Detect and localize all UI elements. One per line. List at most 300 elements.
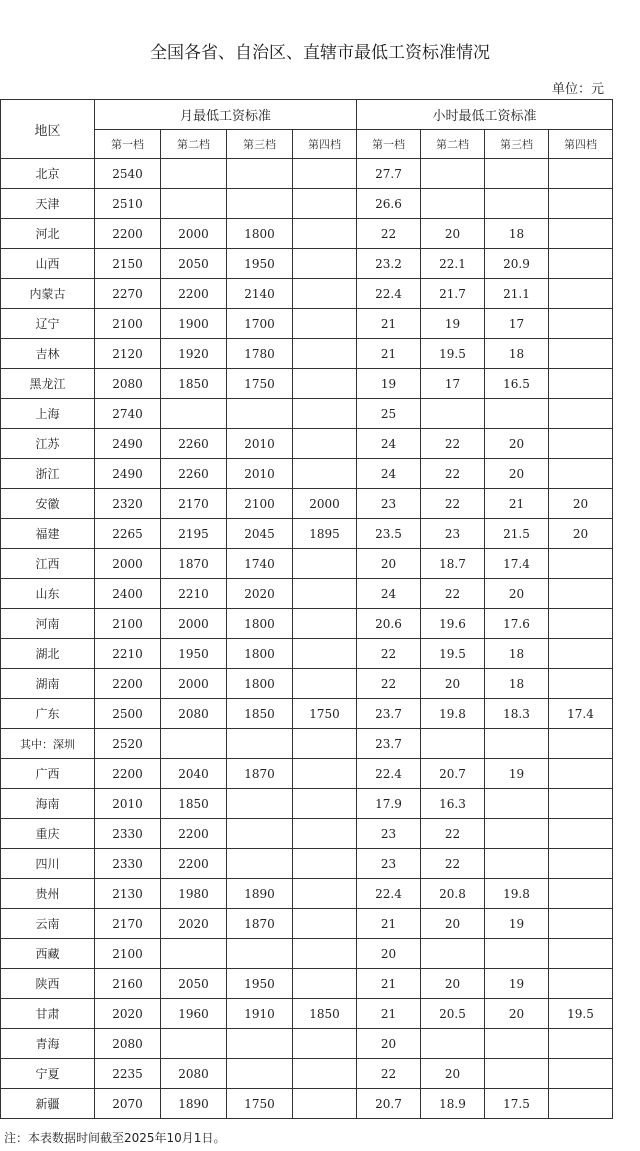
monthly-tier-2-cell — [161, 159, 227, 189]
table-row — [1, 369, 613, 399]
hourly-tier-1-cell: 24 — [357, 429, 421, 459]
hourly-tier-1-cell: 20 — [357, 939, 421, 969]
hourly-tier-1-cell: 23.7 — [357, 699, 421, 729]
monthly-tier-4-cell — [293, 969, 357, 999]
hourly-tier-4-cell: 20 — [549, 519, 613, 549]
hourly-tier-2-cell: 22 — [421, 849, 485, 879]
hourly-tier-3-cell: 17.5 — [485, 1089, 549, 1119]
hourly-tier-1-cell: 22.4 — [357, 759, 421, 789]
region-cell: 重庆 — [1, 819, 95, 849]
monthly-tier-1-cell: 2070 — [95, 1089, 161, 1119]
monthly-tier-1-cell: 2510 — [95, 189, 161, 219]
monthly-tier-4-cell — [293, 879, 357, 909]
monthly-tier-1-cell: 2330 — [95, 849, 161, 879]
hourly-tier-4-cell — [549, 249, 613, 279]
hourly-tier-2-cell: 22 — [421, 429, 485, 459]
table-body — [1, 159, 613, 1119]
monthly-tier-3-cell — [227, 399, 293, 429]
hourly-tier-4-cell — [549, 789, 613, 819]
monthly-tier-2-cell: 2040 — [161, 759, 227, 789]
monthly-tier-1-cell: 2210 — [95, 639, 161, 669]
monthly-tier-1-cell: 2490 — [95, 429, 161, 459]
monthly-tier-1-cell: 2500 — [95, 699, 161, 729]
monthly-tier-1-cell: 2265 — [95, 519, 161, 549]
hourly-tier-1-cell: 22 — [357, 669, 421, 699]
monthly-tier-3-cell — [227, 189, 293, 219]
hourly-tier-2-cell: 19 — [421, 309, 485, 339]
table-row — [1, 159, 613, 189]
hourly-tier-2-cell: 20 — [421, 669, 485, 699]
hourly-tier-1-cell: 21 — [357, 309, 421, 339]
table-row — [1, 969, 613, 999]
hourly-tier-2-cell — [421, 399, 485, 429]
monthly-tier-1-cell: 2010 — [95, 789, 161, 819]
monthly-tier-2-cell — [161, 729, 227, 759]
hourly-tier-3-cell: 19 — [485, 969, 549, 999]
hourly-tier-3-cell — [485, 729, 549, 759]
table-row — [1, 639, 613, 669]
hourly-tier-4-cell — [549, 189, 613, 219]
hourly-tier-4-cell: 19.5 — [549, 999, 613, 1029]
hourly-tier-4-cell — [549, 1029, 613, 1059]
table-row — [1, 489, 613, 519]
hourly-tier-3-cell: 21.1 — [485, 279, 549, 309]
hourly-tier-3-cell: 20 — [485, 459, 549, 489]
region-cell: 新疆 — [1, 1089, 95, 1119]
region-cell: 贵州 — [1, 879, 95, 909]
monthly-tier-4-cell — [293, 429, 357, 459]
hourly-tier-2-cell — [421, 1029, 485, 1059]
hourly-tier-3-cell — [485, 939, 549, 969]
hourly-tier-4-cell — [549, 759, 613, 789]
table-row — [1, 1089, 613, 1119]
monthly-tier-2-cell — [161, 939, 227, 969]
monthly-tier-1-cell: 2020 — [95, 999, 161, 1029]
monthly-tier-4-cell — [293, 1029, 357, 1059]
hourly-tier-2-cell: 20.7 — [421, 759, 485, 789]
monthly-tier-4-cell — [293, 249, 357, 279]
monthly-tier-4-cell — [293, 939, 357, 969]
region-cell: 吉林 — [1, 339, 95, 369]
hourly-tier-1-cell: 23.5 — [357, 519, 421, 549]
hourly-tier-4-cell: 17.4 — [549, 699, 613, 729]
hourly-tier-4-cell — [549, 579, 613, 609]
monthly-tier-4-cell — [293, 399, 357, 429]
table-row — [1, 699, 613, 729]
region-cell: 陕西 — [1, 969, 95, 999]
monthly-tier-3-cell: 2100 — [227, 489, 293, 519]
hourly-tier-2-cell: 19.6 — [421, 609, 485, 639]
hourly-tier-1-cell: 20.7 — [357, 1089, 421, 1119]
monthly-tier-4-cell: 1895 — [293, 519, 357, 549]
table-row — [1, 669, 613, 699]
region-cell: 浙江 — [1, 459, 95, 489]
monthly-tier-2-cell: 1960 — [161, 999, 227, 1029]
footnote: 注：本表数据时间截至2025年10月1日。 — [4, 1131, 226, 1145]
region-cell: 江苏 — [1, 429, 95, 459]
region-cell: 山西 — [1, 249, 95, 279]
region-cell: 福建 — [1, 519, 95, 549]
hourly-tier-1-cell: 24 — [357, 579, 421, 609]
monthly-tier-4-cell — [293, 369, 357, 399]
monthly-tier-4-cell — [293, 219, 357, 249]
monthly-tier-1-cell: 2170 — [95, 909, 161, 939]
monthly-tier-3-cell — [227, 159, 293, 189]
hourly-tier-2-cell — [421, 159, 485, 189]
monthly-tier-2-cell: 2000 — [161, 669, 227, 699]
hourly-tier-4-cell — [549, 969, 613, 999]
hourly-tier-1-cell: 22 — [357, 219, 421, 249]
hourly-tier-4-cell — [549, 219, 613, 249]
hourly-tier-1-cell: 22.4 — [357, 279, 421, 309]
monthly-tier-4-cell — [293, 159, 357, 189]
monthly-tier-3-cell: 1800 — [227, 639, 293, 669]
table-row — [1, 219, 613, 249]
header-hourly-tier-2: 第二档 — [421, 130, 485, 159]
table-row — [1, 939, 613, 969]
monthly-tier-3-cell: 1950 — [227, 969, 293, 999]
table-row — [1, 339, 613, 369]
hourly-tier-4-cell — [549, 1089, 613, 1119]
monthly-tier-4-cell — [293, 309, 357, 339]
monthly-tier-2-cell: 2000 — [161, 219, 227, 249]
monthly-tier-4-cell — [293, 609, 357, 639]
monthly-tier-3-cell: 1740 — [227, 549, 293, 579]
hourly-tier-1-cell: 24 — [357, 459, 421, 489]
monthly-tier-3-cell — [227, 1059, 293, 1089]
hourly-tier-1-cell: 23.2 — [357, 249, 421, 279]
monthly-tier-3-cell — [227, 789, 293, 819]
hourly-tier-4-cell — [549, 549, 613, 579]
monthly-tier-3-cell: 1950 — [227, 249, 293, 279]
hourly-tier-3-cell: 17.6 — [485, 609, 549, 639]
hourly-tier-2-cell — [421, 939, 485, 969]
monthly-tier-2-cell: 1920 — [161, 339, 227, 369]
hourly-tier-2-cell: 23 — [421, 519, 485, 549]
monthly-tier-2-cell: 1950 — [161, 639, 227, 669]
hourly-tier-3-cell: 19 — [485, 909, 549, 939]
hourly-tier-3-cell: 17.4 — [485, 549, 549, 579]
monthly-tier-2-cell: 2195 — [161, 519, 227, 549]
wage-table — [0, 99, 613, 1119]
hourly-tier-2-cell: 22 — [421, 489, 485, 519]
monthly-tier-1-cell: 2320 — [95, 489, 161, 519]
header-monthly-tier-2: 第二档 — [161, 130, 227, 159]
header-hourly-tier-4: 第四档 — [549, 130, 613, 159]
hourly-tier-3-cell: 17 — [485, 309, 549, 339]
region-cell: 上海 — [1, 399, 95, 429]
hourly-tier-3-cell — [485, 819, 549, 849]
monthly-tier-4-cell: 2000 — [293, 489, 357, 519]
table-row — [1, 879, 613, 909]
hourly-tier-3-cell — [485, 1029, 549, 1059]
hourly-tier-2-cell: 18.7 — [421, 549, 485, 579]
monthly-tier-4-cell — [293, 909, 357, 939]
monthly-tier-4-cell — [293, 819, 357, 849]
hourly-tier-3-cell: 21.5 — [485, 519, 549, 549]
region-cell: 黑龙江 — [1, 369, 95, 399]
table-row — [1, 1059, 613, 1089]
monthly-tier-1-cell: 2100 — [95, 609, 161, 639]
monthly-tier-3-cell: 1870 — [227, 759, 293, 789]
table-row — [1, 609, 613, 639]
monthly-tier-1-cell: 2080 — [95, 369, 161, 399]
monthly-tier-4-cell — [293, 339, 357, 369]
monthly-tier-4-cell — [293, 789, 357, 819]
table-row — [1, 279, 613, 309]
hourly-tier-4-cell — [549, 1059, 613, 1089]
table-row — [1, 309, 613, 339]
table-row — [1, 819, 613, 849]
region-cell: 广东 — [1, 699, 95, 729]
hourly-tier-4-cell — [549, 849, 613, 879]
hourly-tier-4-cell: 20 — [549, 489, 613, 519]
hourly-tier-1-cell: 22 — [357, 1059, 421, 1089]
monthly-tier-3-cell: 2010 — [227, 429, 293, 459]
header-monthly-tier-4: 第四档 — [293, 130, 357, 159]
monthly-tier-3-cell: 1750 — [227, 1089, 293, 1119]
hourly-tier-1-cell: 22.4 — [357, 879, 421, 909]
monthly-tier-4-cell — [293, 1089, 357, 1119]
region-cell: 湖南 — [1, 669, 95, 699]
monthly-tier-3-cell: 2020 — [227, 579, 293, 609]
region-cell: 宁夏 — [1, 1059, 95, 1089]
hourly-tier-4-cell — [549, 279, 613, 309]
header-monthly-tier-1: 第一档 — [95, 130, 161, 159]
hourly-tier-2-cell: 19.5 — [421, 639, 485, 669]
hourly-tier-3-cell: 19.8 — [485, 879, 549, 909]
region-cell: 其中：深圳 — [1, 729, 95, 759]
monthly-tier-3-cell: 2045 — [227, 519, 293, 549]
monthly-tier-2-cell: 2170 — [161, 489, 227, 519]
monthly-tier-2-cell: 2020 — [161, 909, 227, 939]
hourly-tier-2-cell: 17 — [421, 369, 485, 399]
monthly-tier-4-cell — [293, 1059, 357, 1089]
hourly-tier-4-cell — [549, 639, 613, 669]
table-row — [1, 909, 613, 939]
monthly-tier-1-cell: 2130 — [95, 879, 161, 909]
region-cell: 四川 — [1, 849, 95, 879]
monthly-tier-4-cell: 1750 — [293, 699, 357, 729]
hourly-tier-4-cell — [549, 339, 613, 369]
header-monthly: 月最低工资标准 — [95, 100, 357, 130]
hourly-tier-4-cell — [549, 879, 613, 909]
monthly-tier-1-cell: 2520 — [95, 729, 161, 759]
hourly-tier-2-cell — [421, 729, 485, 759]
region-cell: 辽宁 — [1, 309, 95, 339]
monthly-tier-3-cell: 1800 — [227, 219, 293, 249]
hourly-tier-4-cell — [549, 729, 613, 759]
hourly-tier-4-cell — [549, 459, 613, 489]
hourly-tier-1-cell: 21 — [357, 339, 421, 369]
hourly-tier-2-cell: 20 — [421, 969, 485, 999]
hourly-tier-3-cell: 19 — [485, 759, 549, 789]
region-cell: 江西 — [1, 549, 95, 579]
hourly-tier-2-cell: 20.5 — [421, 999, 485, 1029]
monthly-tier-3-cell: 1800 — [227, 669, 293, 699]
table-row — [1, 249, 613, 279]
region-cell: 甘肃 — [1, 999, 95, 1029]
monthly-tier-1-cell: 2100 — [95, 939, 161, 969]
monthly-tier-2-cell: 1980 — [161, 879, 227, 909]
monthly-tier-4-cell: 1850 — [293, 999, 357, 1029]
monthly-tier-3-cell: 2140 — [227, 279, 293, 309]
monthly-tier-3-cell: 1700 — [227, 309, 293, 339]
hourly-tier-2-cell: 22 — [421, 579, 485, 609]
monthly-tier-4-cell — [293, 729, 357, 759]
hourly-tier-1-cell: 27.7 — [357, 159, 421, 189]
hourly-tier-4-cell — [549, 609, 613, 639]
monthly-tier-4-cell — [293, 759, 357, 789]
header-monthly-tier-3: 第三档 — [227, 130, 293, 159]
monthly-tier-1-cell: 2150 — [95, 249, 161, 279]
table-row — [1, 999, 613, 1029]
monthly-tier-4-cell — [293, 279, 357, 309]
monthly-tier-2-cell: 2200 — [161, 849, 227, 879]
region-cell: 西藏 — [1, 939, 95, 969]
monthly-tier-1-cell: 2270 — [95, 279, 161, 309]
table-row — [1, 429, 613, 459]
hourly-tier-1-cell: 23 — [357, 819, 421, 849]
hourly-tier-3-cell — [485, 399, 549, 429]
monthly-tier-1-cell: 2100 — [95, 309, 161, 339]
table-row — [1, 759, 613, 789]
monthly-tier-1-cell: 2120 — [95, 339, 161, 369]
hourly-tier-2-cell: 22 — [421, 819, 485, 849]
monthly-tier-3-cell — [227, 819, 293, 849]
monthly-tier-3-cell: 1910 — [227, 999, 293, 1029]
hourly-tier-2-cell: 19.8 — [421, 699, 485, 729]
header-hourly: 小时最低工资标准 — [357, 100, 613, 130]
hourly-tier-1-cell: 20 — [357, 549, 421, 579]
monthly-tier-1-cell: 2200 — [95, 219, 161, 249]
table-row — [1, 459, 613, 489]
monthly-tier-4-cell — [293, 849, 357, 879]
hourly-tier-1-cell: 22 — [357, 639, 421, 669]
hourly-tier-4-cell — [549, 369, 613, 399]
header-row-groups — [1, 100, 613, 130]
hourly-tier-3-cell: 18 — [485, 639, 549, 669]
hourly-tier-1-cell: 26.6 — [357, 189, 421, 219]
monthly-tier-1-cell: 2490 — [95, 459, 161, 489]
hourly-tier-2-cell: 20 — [421, 219, 485, 249]
hourly-tier-3-cell: 18 — [485, 219, 549, 249]
region-cell: 河南 — [1, 609, 95, 639]
hourly-tier-1-cell: 23 — [357, 849, 421, 879]
region-cell: 河北 — [1, 219, 95, 249]
unit-label: 单位：元 — [551, 82, 604, 97]
hourly-tier-1-cell: 21 — [357, 969, 421, 999]
monthly-tier-2-cell: 2050 — [161, 249, 227, 279]
monthly-tier-2-cell: 2260 — [161, 429, 227, 459]
hourly-tier-3-cell: 18 — [485, 339, 549, 369]
monthly-tier-1-cell: 2200 — [95, 759, 161, 789]
monthly-tier-2-cell — [161, 189, 227, 219]
monthly-tier-2-cell: 2080 — [161, 699, 227, 729]
hourly-tier-2-cell: 20 — [421, 909, 485, 939]
monthly-tier-1-cell: 2540 — [95, 159, 161, 189]
region-cell: 广西 — [1, 759, 95, 789]
hourly-tier-1-cell: 23 — [357, 489, 421, 519]
hourly-tier-3-cell: 20 — [485, 999, 549, 1029]
region-cell: 安徽 — [1, 489, 95, 519]
region-cell: 湖北 — [1, 639, 95, 669]
monthly-tier-1-cell: 2200 — [95, 669, 161, 699]
hourly-tier-2-cell: 20.8 — [421, 879, 485, 909]
monthly-tier-1-cell: 2080 — [95, 1029, 161, 1059]
hourly-tier-3-cell: 18 — [485, 669, 549, 699]
region-cell: 北京 — [1, 159, 95, 189]
hourly-tier-3-cell — [485, 849, 549, 879]
monthly-tier-2-cell: 1890 — [161, 1089, 227, 1119]
hourly-tier-1-cell: 19 — [357, 369, 421, 399]
region-cell: 青海 — [1, 1029, 95, 1059]
monthly-tier-4-cell — [293, 639, 357, 669]
monthly-tier-2-cell — [161, 399, 227, 429]
hourly-tier-4-cell — [549, 819, 613, 849]
monthly-tier-3-cell — [227, 1029, 293, 1059]
monthly-tier-2-cell — [161, 1029, 227, 1059]
hourly-tier-4-cell — [549, 669, 613, 699]
hourly-tier-2-cell: 16.3 — [421, 789, 485, 819]
header-hourly-tier-3: 第三档 — [485, 130, 549, 159]
hourly-tier-3-cell — [485, 159, 549, 189]
region-cell: 云南 — [1, 909, 95, 939]
monthly-tier-2-cell: 2080 — [161, 1059, 227, 1089]
hourly-tier-3-cell: 21 — [485, 489, 549, 519]
monthly-tier-1-cell: 2330 — [95, 819, 161, 849]
monthly-tier-2-cell: 1900 — [161, 309, 227, 339]
monthly-tier-2-cell: 2200 — [161, 819, 227, 849]
monthly-tier-2-cell: 2200 — [161, 279, 227, 309]
table-row — [1, 849, 613, 879]
hourly-tier-3-cell — [485, 1059, 549, 1089]
hourly-tier-1-cell: 21 — [357, 909, 421, 939]
monthly-tier-2-cell: 2050 — [161, 969, 227, 999]
page-title: 全国各省、自治区、直辖市最低工资标准情况 — [150, 43, 490, 63]
monthly-tier-3-cell: 1800 — [227, 609, 293, 639]
hourly-tier-3-cell — [485, 789, 549, 819]
hourly-tier-3-cell: 16.5 — [485, 369, 549, 399]
table-row — [1, 789, 613, 819]
region-cell: 山东 — [1, 579, 95, 609]
hourly-tier-4-cell — [549, 429, 613, 459]
monthly-tier-1-cell: 2740 — [95, 399, 161, 429]
hourly-tier-3-cell: 20 — [485, 579, 549, 609]
monthly-tier-3-cell: 1850 — [227, 699, 293, 729]
region-cell: 海南 — [1, 789, 95, 819]
hourly-tier-1-cell: 20.6 — [357, 609, 421, 639]
hourly-tier-1-cell: 21 — [357, 999, 421, 1029]
hourly-tier-4-cell — [549, 399, 613, 429]
hourly-tier-2-cell: 20 — [421, 1059, 485, 1089]
table-row — [1, 519, 613, 549]
region-cell: 内蒙古 — [1, 279, 95, 309]
monthly-tier-2-cell: 1850 — [161, 369, 227, 399]
monthly-tier-4-cell — [293, 669, 357, 699]
hourly-tier-2-cell: 22 — [421, 459, 485, 489]
monthly-tier-3-cell: 1890 — [227, 879, 293, 909]
monthly-tier-3-cell — [227, 849, 293, 879]
monthly-tier-4-cell — [293, 189, 357, 219]
monthly-tier-3-cell: 2010 — [227, 459, 293, 489]
monthly-tier-4-cell — [293, 459, 357, 489]
hourly-tier-3-cell: 20 — [485, 429, 549, 459]
table-row — [1, 399, 613, 429]
table-row — [1, 189, 613, 219]
hourly-tier-1-cell: 17.9 — [357, 789, 421, 819]
monthly-tier-2-cell: 1850 — [161, 789, 227, 819]
